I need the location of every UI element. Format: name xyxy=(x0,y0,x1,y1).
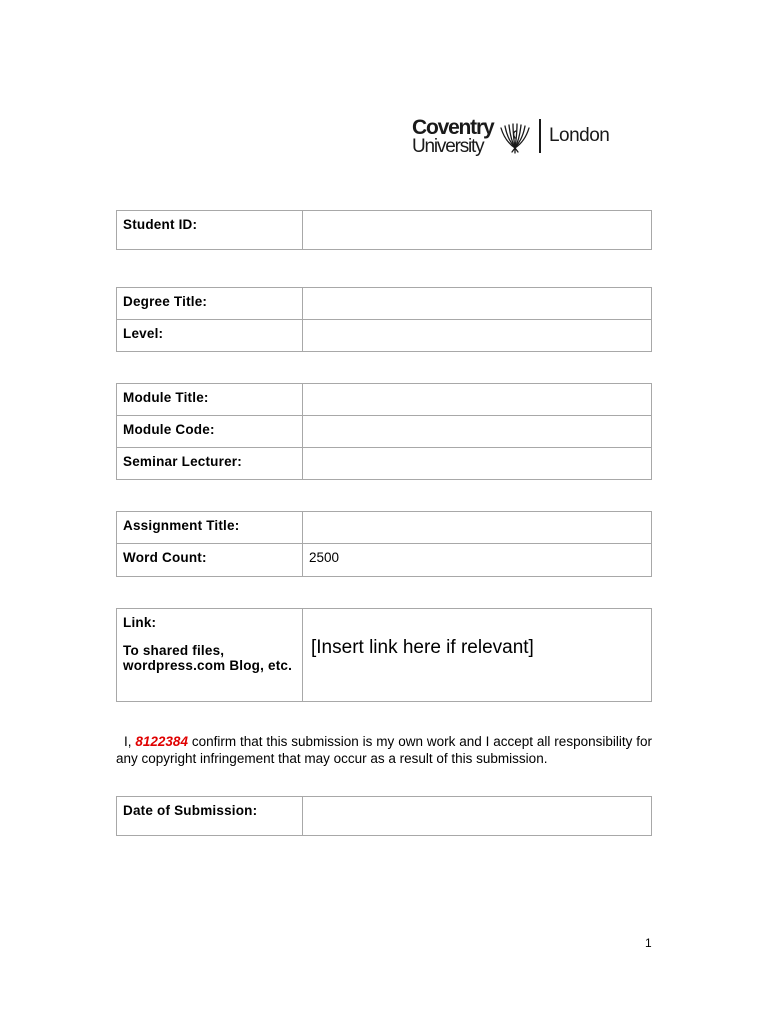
module-code-field[interactable] xyxy=(303,416,652,448)
table-row xyxy=(117,544,652,577)
link-table xyxy=(116,608,652,702)
degree-title-label: Degree Title: xyxy=(117,288,303,320)
phoenix-icon xyxy=(495,118,535,154)
module-code-label: Module Code: xyxy=(117,416,303,448)
declaration-body: confirm that this submission is my own work and I accept all responsibility for any copyright infringement that may occur as a result of this submission. xyxy=(116,734,652,766)
declaration-text xyxy=(116,733,652,767)
link-field[interactable] xyxy=(303,609,652,702)
submission-table xyxy=(116,796,652,836)
module-table xyxy=(116,383,652,480)
degree-title-field[interactable] xyxy=(303,288,652,320)
assignment-title-field[interactable] xyxy=(303,512,652,544)
seminar-lecturer-field[interactable] xyxy=(303,448,652,480)
assignment-title-label: Assignment Title: xyxy=(117,512,303,544)
degree-table xyxy=(116,287,652,352)
logo-line2: University xyxy=(412,135,484,157)
logo-location: London xyxy=(548,125,610,146)
module-title-field[interactable] xyxy=(303,384,652,416)
page-number: 1 xyxy=(645,936,652,950)
link-placeholder: [Insert link here if relevant] xyxy=(311,637,534,658)
link-label-cell xyxy=(117,609,303,702)
word-count-label: Word Count: xyxy=(117,544,303,577)
table-row xyxy=(117,416,652,448)
level-label: Level: xyxy=(117,320,303,352)
logo-wordmark xyxy=(412,117,493,156)
student-id-field[interactable] xyxy=(303,211,652,250)
table-row xyxy=(117,512,652,544)
table-row xyxy=(117,211,652,250)
table-row xyxy=(117,384,652,416)
university-logo xyxy=(412,116,609,156)
module-title-label: Module Title: xyxy=(117,384,303,416)
declaration-prefix: I, xyxy=(124,734,136,749)
table-row xyxy=(117,320,652,352)
link-label: Link: xyxy=(123,615,157,630)
seminar-lecturer-label: Seminar Lecturer: xyxy=(117,448,303,480)
declaration-student-number: 8122384 xyxy=(135,734,188,749)
table-row xyxy=(117,448,652,480)
table-row xyxy=(117,797,652,836)
student-id-label: Student ID: xyxy=(117,211,303,250)
logo-line1: Coventry xyxy=(412,115,494,139)
link-sublabel: To shared files, wordpress.com Blog, etc. xyxy=(123,643,293,673)
table-row xyxy=(117,609,652,702)
level-field[interactable] xyxy=(303,320,652,352)
date-of-submission-field[interactable] xyxy=(303,797,652,836)
word-count-field[interactable]: 2500 xyxy=(303,544,652,577)
logo-divider xyxy=(539,119,541,153)
date-of-submission-label: Date of Submission: xyxy=(117,797,303,836)
assignment-table xyxy=(116,511,652,577)
student-id-table xyxy=(116,210,652,250)
table-row xyxy=(117,288,652,320)
